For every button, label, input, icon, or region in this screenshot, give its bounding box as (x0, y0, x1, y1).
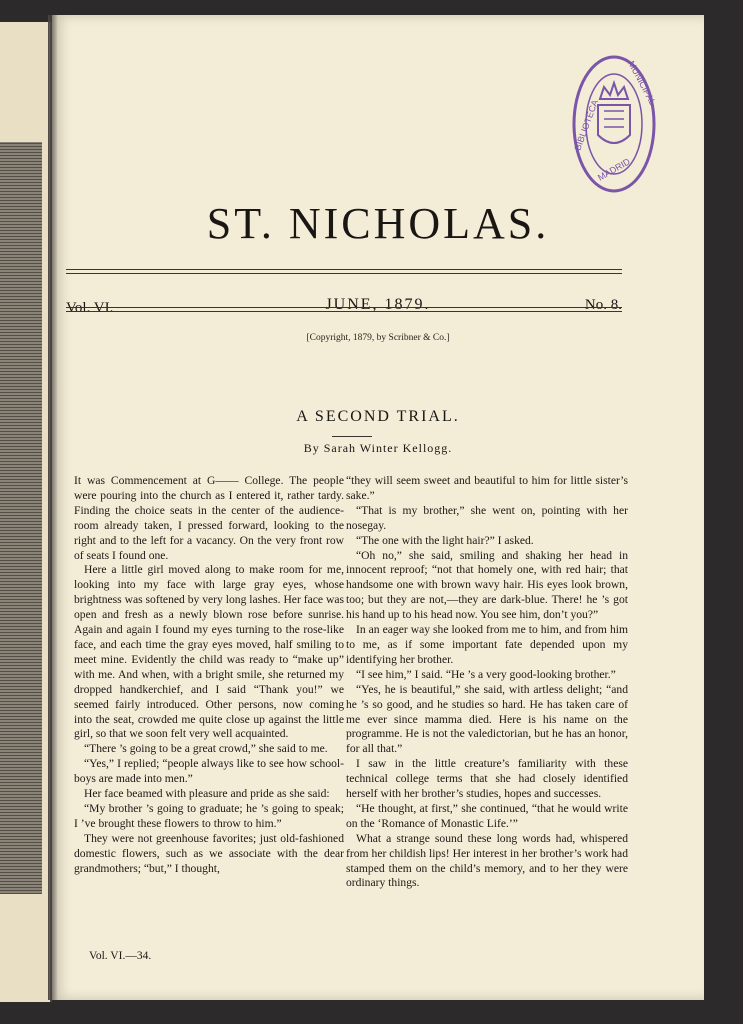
paragraph: Her face beamed with pleasure and pride as she said: (84, 787, 330, 801)
library-stamp (570, 51, 658, 197)
title-rule (332, 436, 372, 437)
paragraph: It was Commencement at G—— College. The people were pouring into the church as I entered it, rather tardy. Finding the choice seats in the center of the audience-room already taken, I pressed forward, looking to the right and to the left for a vacancy. On the very front row of seats I found one. (74, 474, 344, 562)
magazine-title: ST. NICHOLAS. (206, 199, 550, 248)
svg-text:MUNICIPAL: MUNICIPAL (626, 59, 658, 107)
paragraph: “Yes, he is beautiful,” she said, with artless delight; “and he ’s so good, and he studies so hard. He has taken care of me ever since mamma died. Here is his name on the programme. He is not the valedictorian, but he has an honor, for all that.” (346, 682, 628, 756)
engraving-illustration (0, 142, 42, 894)
previous-page-edge (0, 22, 52, 1002)
paragraph: “He thought, at first,” she continued, “that he would write on the ‘Romance of Monastic Life.’” (346, 801, 628, 830)
volume-label: Vol. VI. (66, 300, 114, 316)
book-spine-shadow (48, 15, 58, 1000)
copyright-notice: [Copyright, 1879, by Scribner & Co.] (306, 333, 450, 343)
article-byline: By Sarah Winter Kellogg. (303, 441, 453, 455)
paragraph: “My brother ’s going to graduate; he ’s going to speak; I ’ve brought these flowers to throw to him.” (74, 801, 344, 830)
issue-date: JUNE, 1879. (325, 296, 431, 313)
paragraph: “they will seem sweet and beautiful to him for little sister’s sake.” (346, 474, 628, 502)
paragraph: “Oh no,” she said, smiling and shaking her head in innocent reproof; “not that homely one, with red hair; that handsome one with brown wavy hair. His eyes look brown, too; but they are not,—they are dark-blue. There! he ’s got his hand up to his head now. You see him, don’t you?” (346, 548, 628, 622)
svg-text:BIBLIOTECA: BIBLIOTECA (572, 98, 601, 152)
svg-text:MADRID: MADRID (596, 156, 632, 183)
text-column-left (74, 474, 344, 876)
article-title: A SECOND TRIAL. (296, 408, 460, 425)
header-rule (66, 273, 622, 274)
issue-number: No. 8. (584, 297, 622, 313)
paragraph: They were not greenhouse favorites; just old-fashioned domestic flowers, such as we associate with the dear grandmothers; “but,” I thought, (74, 831, 344, 875)
paragraph: “The one with the light hair?” I asked. (356, 533, 534, 547)
paragraph: Here a little girl moved along to make room for me, looking into my face with large gray eyes, whose brightness was softened by very long lashes. Her face was open and fresh as a newly blown rose before sunrise. Again and again I found my eyes turning to the rose-like face, and each time the gray eyes moved, half smiling to meet mine. Evidently the child was ready to “make up” with me. And when, with a bright smile, she returned my dropped handkerchief, and I said “Thank you!” we seemed fairly introduced. Other persons, now coming into the seat, crowded me quite close up against the little girl, so that we soon felt very well acquainted. (74, 563, 344, 741)
paragraph: I saw in the little creature’s familiarity with these technical college terms that she had closely identified herself with her brother’s studies, hopes and successes. (346, 757, 628, 801)
header-rule (66, 307, 622, 308)
header-rule (66, 269, 622, 270)
paragraph: “There ’s going to be a great crowd,” she said to me. (84, 742, 328, 756)
text-column-right (346, 474, 628, 891)
paragraph: In an eager way she looked from me to him, and from him to me, as if some important fate depended upon my identifying her brother. (346, 623, 628, 666)
paragraph: “That is my brother,” she went on, pointing with her nosegay. (346, 503, 628, 532)
paragraph: What a strange sound these long words had, whispered from her childish lips! Her interest in her brother’s work had stamped them on the child’s memory, and to her they were ordinary things. (346, 831, 628, 890)
paragraph: “Yes,” I replied; “people always like to see how school-boys are made into men.” (74, 757, 344, 786)
paragraph: “I see him,” I said. “He ’s a very good-looking brother.” (356, 667, 616, 681)
page-folio: Vol. VI.—34. (89, 950, 152, 962)
magazine-page (52, 15, 704, 1000)
header-rule (66, 311, 622, 312)
